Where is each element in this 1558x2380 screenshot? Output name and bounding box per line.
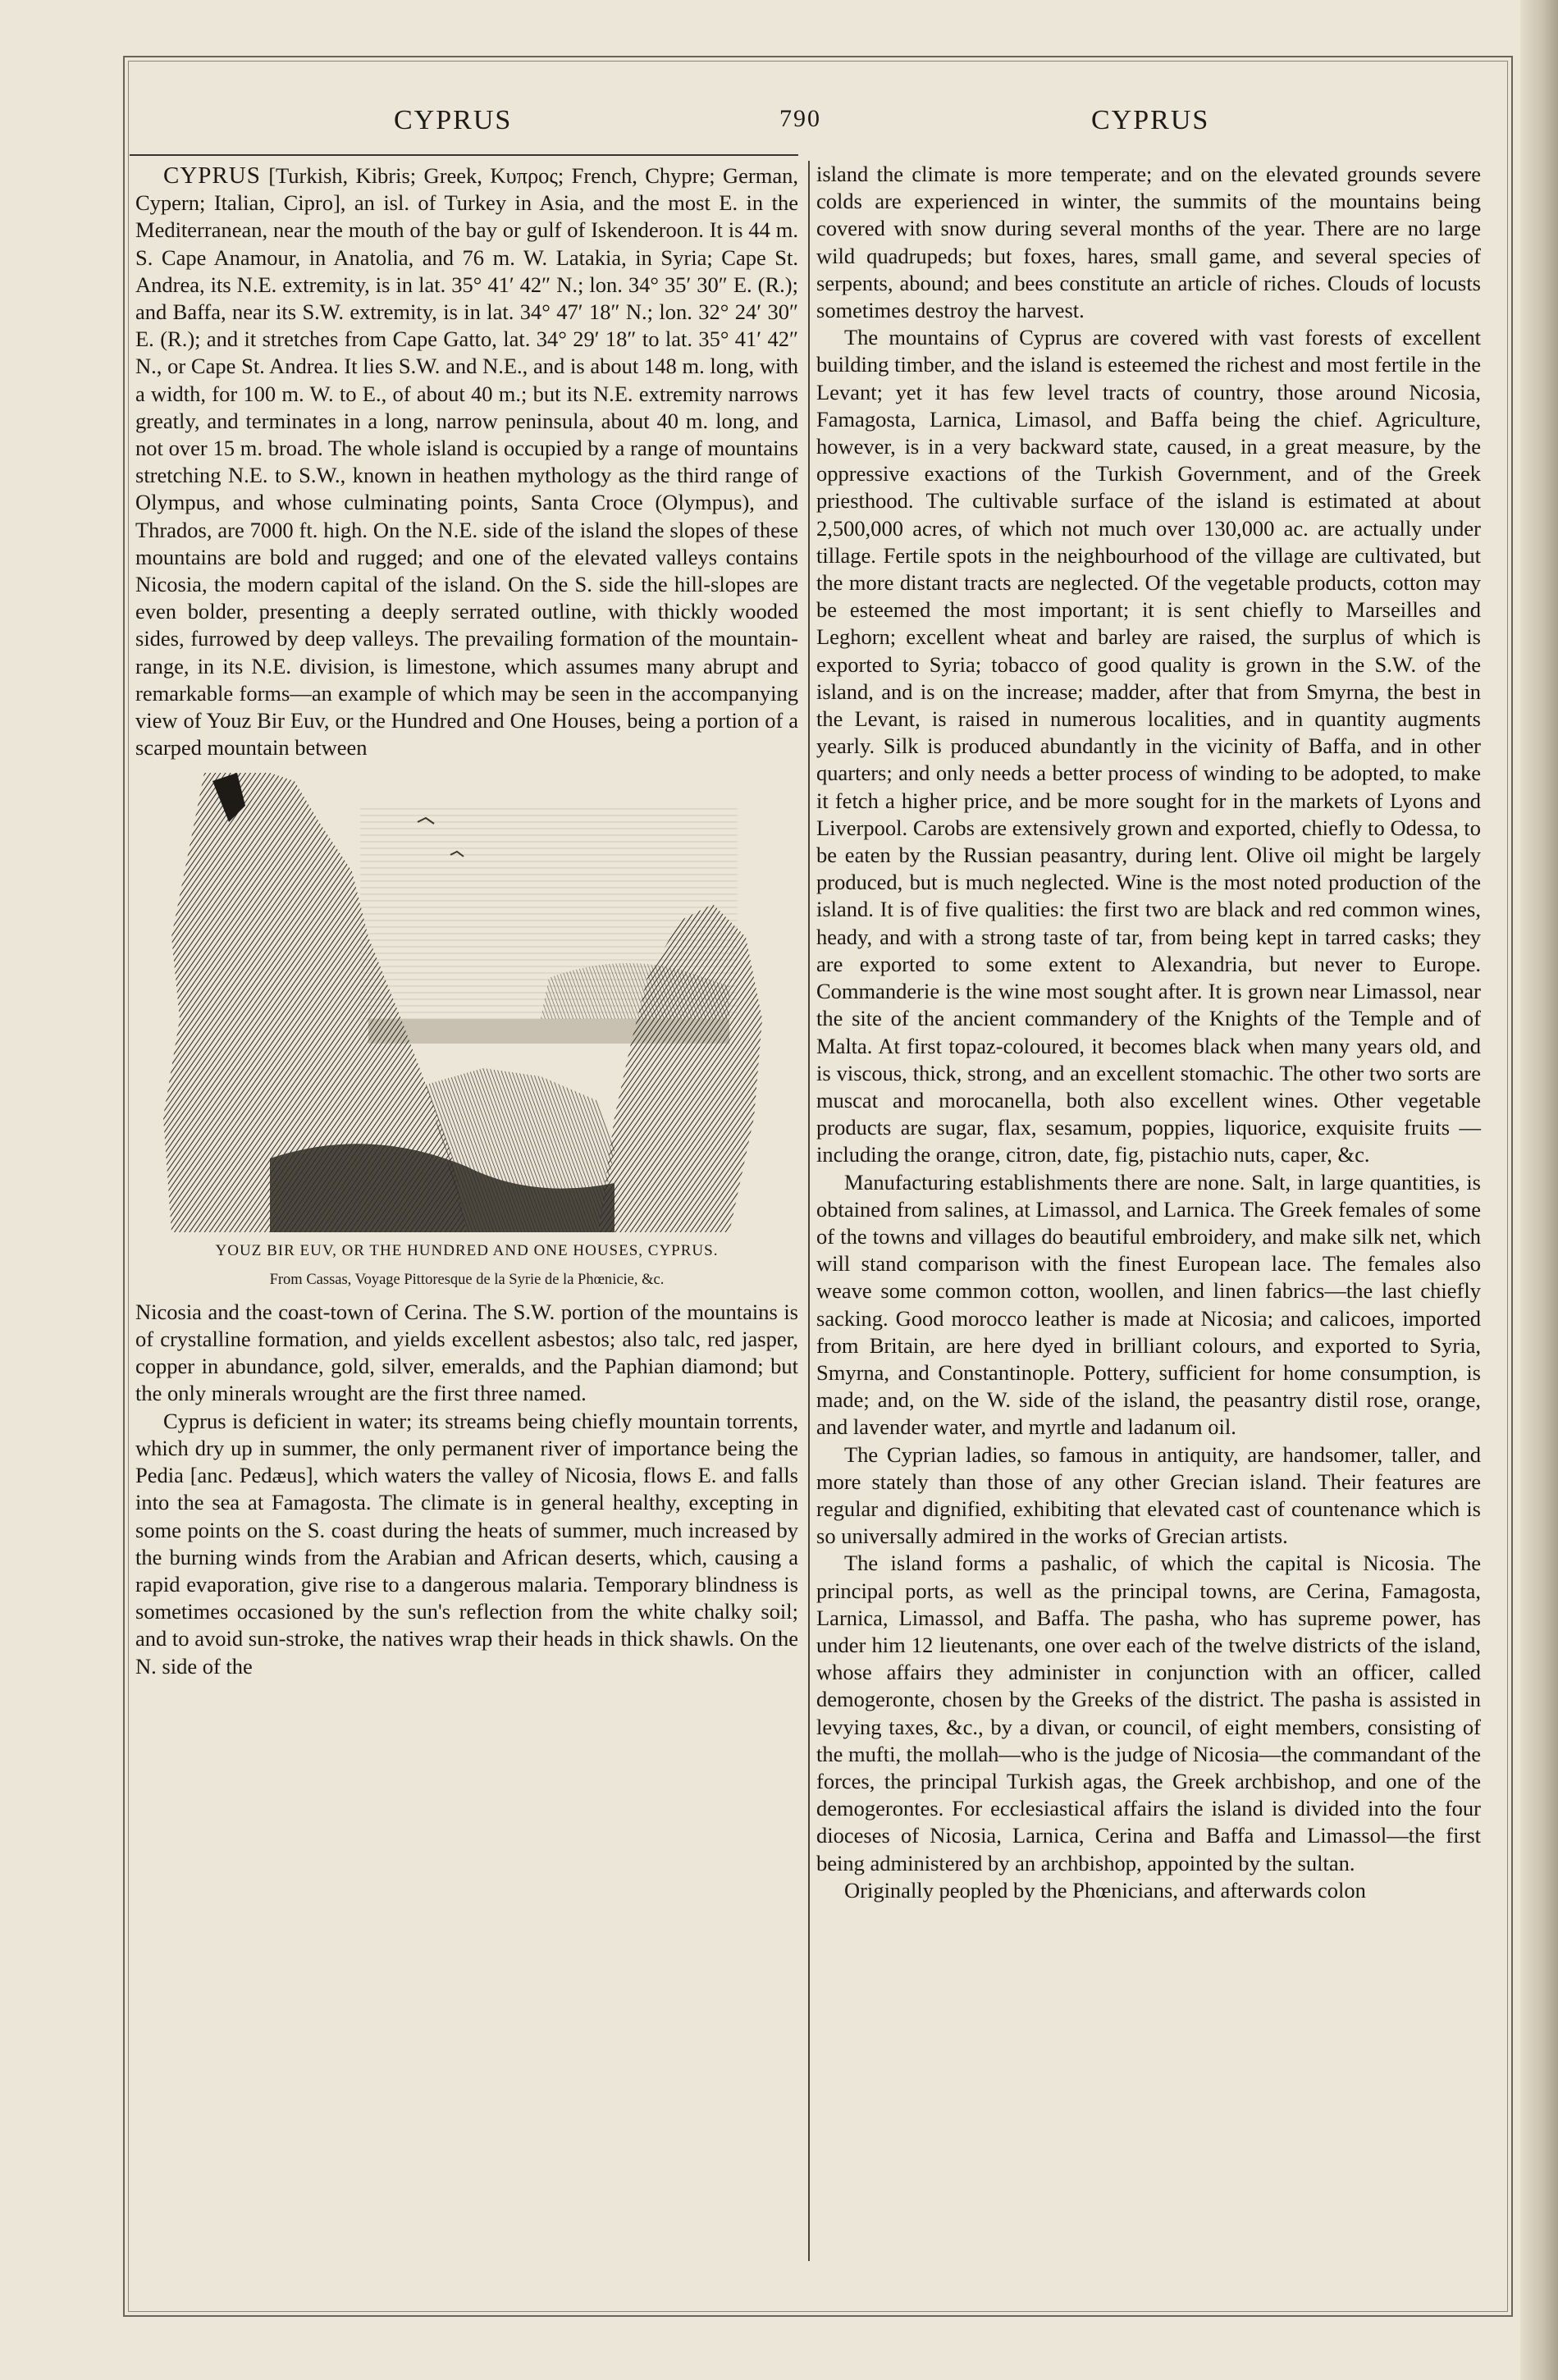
paragraph: Cyprus is deficient in water; its streams being chiefly mountain torrents, which dry up in summer, the only permanent river of importance being the Pedia [anc. Pedæus], which waters the valley of Nicosia, flows E. and falls into the sea at Famagosta. The climate is in general healthy, excepting in some points on the S. coast during the heats of summer, much increased by the burning winds from the Arabian and African deserts, which, causing a rapid evaporation, give rise to a dangerous malaria. Temporary blindness is sometimes occasioned by the sun's reflection from the white chalky soil; and to avoid sun-stroke, the natives wrap their heads in thick shawls. On the N. side of the [135,1408,798,1679]
running-head-left: CYPRUS [394,105,513,135]
figure-caption: YOUZ BIR EUV, OR THE HUNDRED AND ONE HOUSES, CYPRUS. [215,1242,719,1260]
column-divider [808,161,810,2261]
paragraph: Nicosia and the coast-town of Cerina. The S.W. portion of the mountains is of crystalline formation, and yields excellent asbestos; also talc, red jasper, copper in abundance, gold, silver, emeralds, and the Paphian diamond; but the only minerals wrought are the first three named. [135,1299,798,1406]
page-number: 790 [779,105,821,132]
running-head-right: CYPRUS [1091,105,1210,135]
paragraph: Manufacturing establishments there are none. Salt, in large quantities, is obtained from salines, at Limassol, and Larnica. The Greek females of some of the towns and villages do beautiful embroidery, and make silk net, which will stand comparison with the finest European lace. The females also weave some common cotton, woollen, and linen fabrics—the last chiefly sacking. Good morocco leather is made at Nicosia; and calicoes, imported from Britain, are here dyed in brilliant colours, and exported to Syria, Smyrna, and Constantinople. Pottery, sufficient for home consumption, is made; and, on the W. side of the island, the peasantry distil rose, orange, and lavender water, and myrtle and ladanum oil. [816,1169,1481,1440]
entry-intro [135,162,798,761]
engraving-illustration [155,773,779,1232]
engraving-figure [135,773,798,1293]
entry-headword: CYPRUS [163,162,261,189]
entry-intro-text: [Turkish, Kibris; Greek, Κυπρος; French, Chypre; German, Cypern; Italian, Cipro], an isl. of Turkey in Asia, and the most E. in the Mediterranean, near the mouth of the bay or gulf of Iskenderoon. It is 44 m. S. Cape Anamour, in Anatolia, and 76 m. W. Latakia, in Syria; Cape St. Andrea, its N.E. extremity, is in lat. 35° 41′ 42″ N.; lon. 34° 35′ 30″ E. (R.); and Baffa, near its S.W. extremity, is in lat. 34° 47′ 18″ N.; lon. 32° 24′ 30″ E. (R.); and it stretches from Cape Gatto, lat. 34° 29′ 18″ to lat. 35° 41′ 42″ N., or Cape St. Andrea. It lies S.W. and N.E., and is about 148 m. long, with a width, for 100 m. W. to E., of about 40 m.; but its N.E. extremity narrows greatly, and terminates in a long, narrow peninsula, about 40 m. long, and not over 15 m. broad. The whole island is occupied by a range of mountains stretching N.E. to S.W., known in heathen mythology as the third range of Olympus, and whose culminating points, Santa Croce (Olympus), and Thrados, are 7000 ft. high. On the N.E. side of the island the slopes of these mountains are bold and rugged; and one of the elevated valleys contains Nicosia, the modern capital of the island. On the S. side the hill-slopes are even bolder, presenting a deeply serrated outline, with thickly wooded sides, furrowed by deep valleys. The prevailing formation of the mountain-range, in its N.E. division, is limestone, which assumes many abrupt and remarkable forms—an example of which may be seen in the accompanying view of Youz Bir Euv, or the Hundred and One Houses, being a portion of a scarped mountain between [135,163,798,761]
paragraph: The mountains of Cyprus are covered with vast forests of excellent building timber, and the island is esteemed the richest and most fertile in the Levant; yet it has few level tracts of country, those around Nicosia, Famagosta, Larnica, Limasol, and Baffa being the chief. Agriculture, however, is in a very backward state, caused, in a great measure, by the oppressive exactions of the Turkish Government, and of the Greek priesthood. The cultivable surface of the island is estimated at about 2,500,000 acres, of which not much over 130,000 ac. are actually under tillage. Fertile spots in the neighbourhood of the village are cultivated, but the more distant tracts are neglected. Of the vegetable products, cotton may be esteemed the most important; it is sent chiefly to Marseilles and Leghorn; excellent wheat and barley are raised, the surplus of which is exported to Syria; tobacco of good quality is grown in the S.W. of the island, and is on the increase; madder, after that from Smyrna, the best in the Levant, is raised in numerous localities, and in quantity augments yearly. Silk is produced abundantly in the vicinity of Baffa, and in other quarters; and only needs a better process of winding to be adopted, to make it fetch a higher price, and be more sought for in the markets of Lyons and Liverpool. Carobs are extensively grown and exported, chiefly to Odessa, to be eaten by the Russian peasantry, during lent. Olive oil might be largely produced, but is much neglected. Wine is the most noted production of the island. It is of five qualities: the first two are black and red common wines, heady, and with a strong taste of tar, from being kept in tarred casks; they are exported to some extent to Alexandria, but never to Europe. Commanderie is the wine most sought after. It is grown near Limassol, near the site of the ancient commandery of the Knights of the Temple and of Malta. At first topaz-coloured, it becomes black when many years old, and is viscous, thick, strong, and an excellent stomachic. The other two sorts are muscat and morocanella, both also excellent wines. Other vegetable products are sugar, flax, sesamum, poppies, liquorice, exquisite fruits — including the orange, citron, date, fig, pistachio nuts, caper, &c. [816,325,1481,1167]
paragraph: Originally peopled by the Phœnicians, and afterwards colon [844,1877,1366,1903]
right-column [816,161,1481,1904]
paragraph: The island forms a pashalic, of which the capital is Nicosia. The principal ports, as well as the principal towns, are Cerina, Famagosta, Larnica, Limassol, and Baffa. The pasha, who has supreme power, has under him 12 lieutenants, one over each of the twelve districts of the island, whose affairs they administer in conjunction with an officer, called demogeronte, chosen by the Greeks of the district. The pasha is assisted in levying taxes, &c., by a divan, or council, of eight members, consisting of the mufti, the mollah—who is the judge of Nicosia—the commandant of the forces, the principal Turkish agas, the Greek archbishop, and one of the demogerontes. For ecclesiastical affairs the island is divided into the four dioceses of Nicosia, Larnica, Cerina and Baffa and Limassol—the first being administered by an archbishop, appointed by the sultan. [816,1551,1481,1875]
left-column [135,162,798,1680]
header-rule [130,154,798,156]
page-edge [1520,0,1558,2380]
paragraph: island the climate is more temperate; and on the elevated grounds severe colds are experienced in winter, the summits of the mountains being covered with snow during several months of the year. There are no large wild quadrupeds; but foxes, hares, small game, and several species of serpents, abound; and bees constitute an article of riches. Clouds of locusts sometimes destroy the harvest. [816,162,1481,323]
figure-credit: From Cassas, Voyage Pittoresque de la Syrie de la Phœnicie, &c. [269,1271,665,1288]
paragraph: The Cyprian ladies, so famous in antiquity, are handsomer, taller, and more stately than those of any other Grecian island. Their features are regular and dignified, exhibiting that elevated cast of countenance which is so universally admired in the works of Grecian artists. [816,1441,1481,1549]
